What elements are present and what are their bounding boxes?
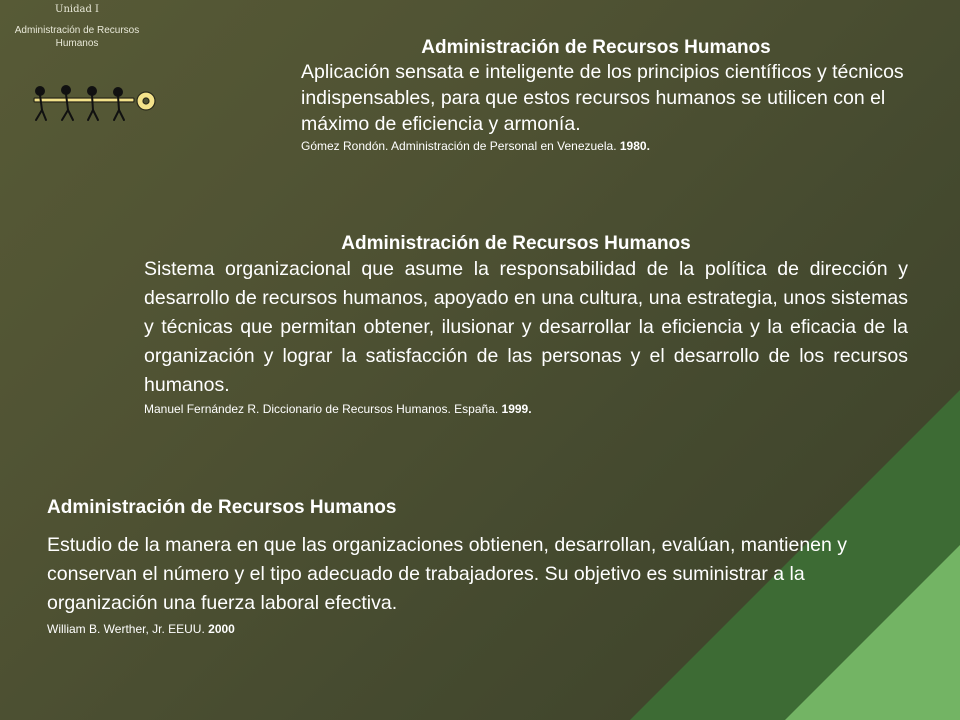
definition-text: Aplicación sensata e inteligente de los principios científicos y técnicos indispensables, para que estos recursos humanos se utilicen con el máximo de eficiencia y armonía. <box>301 61 904 135</box>
definition-title: Administración de Recursos Humanos <box>341 233 691 254</box>
definition-text: Sistema organizacional que asume la responsabilidad de la política de dirección y desarrollo de recursos humanos, apoyado en una cultura, una estrategia, unos sistemas y técnicas que permitan obtener, ilusionar y desarrollar la eficiencia y la eficacia de la organización y lograr la satisfacción de las personas y el desarrollo de los recursos humanos. <box>144 258 908 396</box>
definition-title: Administración de Recursos Humanos <box>47 497 397 518</box>
definition-title: Administración de Recursos Humanos <box>421 37 771 58</box>
definition-block-2 <box>144 233 908 416</box>
definition-text: Estudio de la manera en que las organizaciones obtienen, desarrollan, evalúan, mantienen y conservan el número y el tipo adecuado de trabajadores. Su objetivo es suministrar a la organización una fuerza laboral efectiva. <box>47 534 848 614</box>
people-chain-key-icon <box>28 84 158 124</box>
definition-citation: Gómez Rondón. Administración de Personal en Venezuela. 1980. <box>301 139 650 153</box>
definition-block-1 <box>301 37 931 153</box>
course-label: Administración de Recursos Humanos <box>14 25 140 49</box>
unit-label: Unidad I <box>55 4 99 15</box>
definition-citation: William B. Werther, Jr. EEUU. 2000 <box>47 622 235 636</box>
definition-citation: Manuel Fernández R. Diccionario de Recursos Humanos. España. 1999. <box>144 402 532 416</box>
definition-block-3 <box>47 497 907 636</box>
